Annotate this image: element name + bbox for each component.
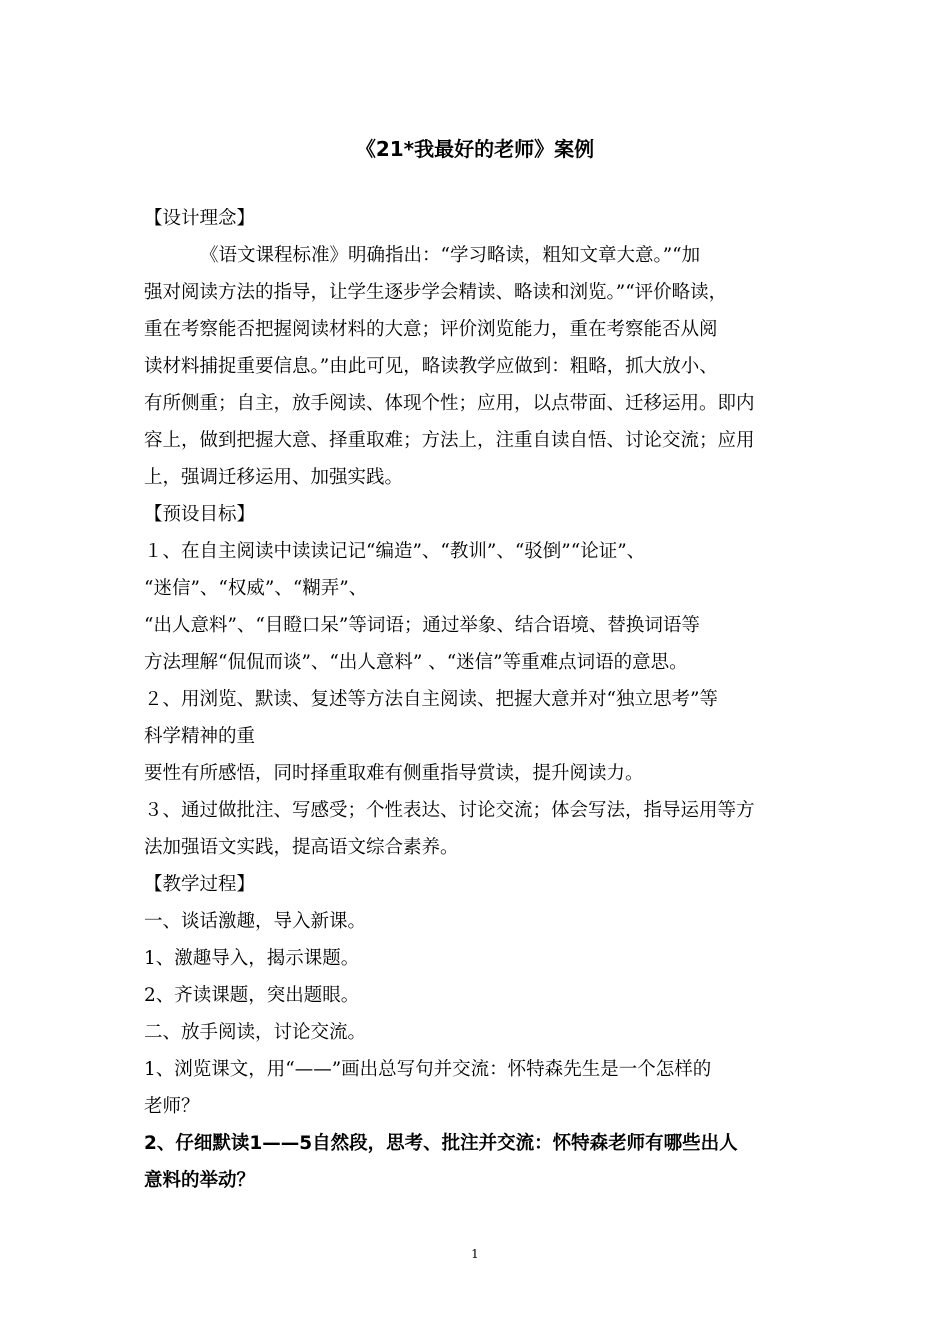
text-line: 老师？ <box>144 1096 200 1117</box>
text-line: 读材料捕捉重要信息。”由此可见，略读教学应做到：粗略，抓大放小、 <box>144 356 718 377</box>
text-line: ２、用浏览、默读、复述等方法自主阅读、把握大意并对“独立思考”等 <box>144 689 718 710</box>
text-line: 【教学过程】 <box>144 874 256 895</box>
text-line: 【设计理念】 <box>144 208 256 229</box>
text-line: ３、通过做批注、写感受；个性表达、讨论交流；体会写法，指导运用等方 <box>144 800 755 821</box>
text-line: 要性有所感悟，同时择重取难有侧重指导赏读，提升阅读力。 <box>144 763 644 784</box>
text-line: 重在考察能否把握阅读材料的大意；评价浏览能力，重在考察能否从阅 <box>144 319 718 340</box>
text-line: 方法理解“侃侃而谈”、“出人意料” 、“迷信”等重难点词语的意思。 <box>144 652 688 673</box>
text-line: １、在自主阅读中读读记记“编造”、“教训”、“驳倒”“论证”、 <box>144 541 646 562</box>
text-line: 《语文课程标准》明确指出：“学习略读，粗知文章大意。”“加 <box>200 245 701 266</box>
text-line: 上，强调迁移运用、加强实践。 <box>144 467 404 488</box>
text-line: 法加强语文实践，提高语文综合素养。 <box>144 837 459 858</box>
page-number: 1 <box>471 1247 479 1261</box>
text-line: “出人意料”、“目瞪口呆”等词语；通过举象、结合语境、替换词语等 <box>144 615 700 636</box>
document-body <box>144 200 819 1199</box>
text-line: 1、浏览课文，用“——”画出总写句并交流：怀特森先生是一个怎样的 <box>144 1059 712 1080</box>
text-line: 2、仔细默读1——5自然段，思考、批注并交流：怀特森老师有哪些出人 <box>144 1133 738 1154</box>
text-line: 2、齐读课题，突出题眼。 <box>144 985 360 1006</box>
text-line: 强对阅读方法的指导，让学生逐步学会精读、略读和浏览。”“评价略读， <box>144 282 728 303</box>
text-line: 二、放手阅读，讨论交流。 <box>144 1022 367 1043</box>
text-line: 有所侧重；自主，放手阅读、体现个性；应用，以点带面、迁移运用。即内 <box>144 393 755 414</box>
document-title: 《21*我最好的老师》案例 <box>355 137 595 161</box>
text-line: 科学精神的重 <box>144 726 256 747</box>
text-line: 意料的举动？ <box>144 1170 256 1191</box>
text-line: 一、谈话激趣，导入新课。 <box>144 911 367 932</box>
text-line: 【预设目标】 <box>144 504 256 525</box>
text-line: 容上，做到把握大意、择重取难；方法上，注重自读自悟、讨论交流；应用 <box>144 430 755 451</box>
text-line: 1、激趣导入，揭示课题。 <box>144 948 360 969</box>
text-line: “迷信”、“权威”、“糊弄”、 <box>144 578 368 599</box>
